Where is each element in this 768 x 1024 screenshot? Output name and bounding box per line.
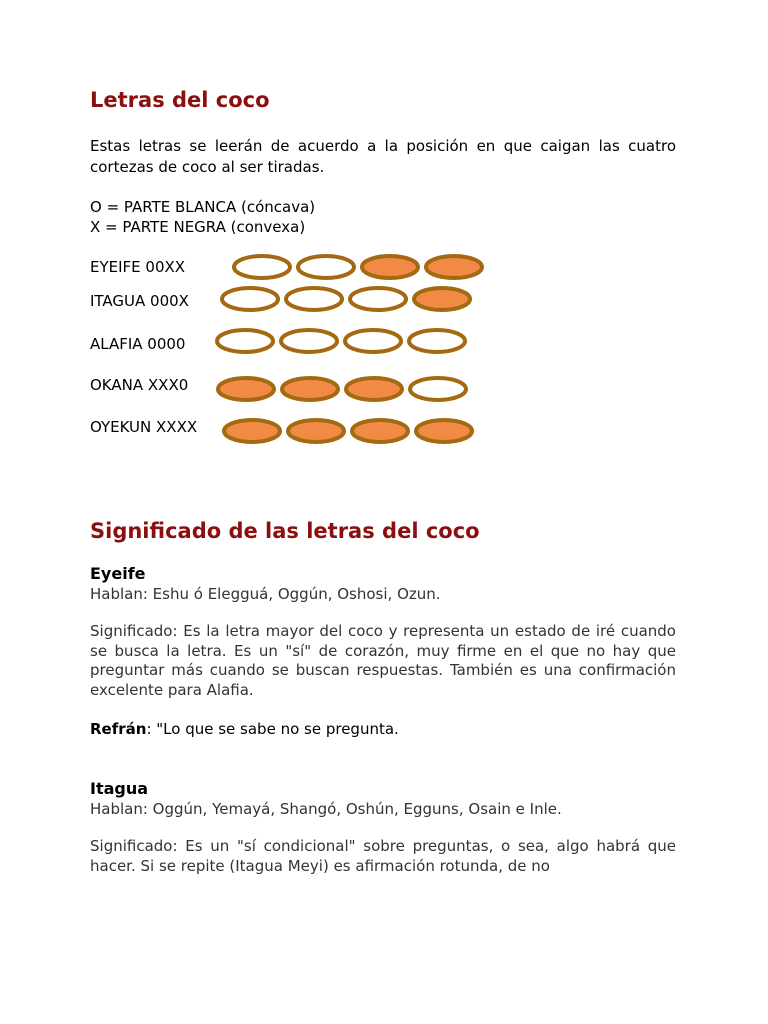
eyeife-significado: Significado: Es la letra mayor del coco y representa un estado de iré cuando se busca la letra. Es un "sí" de corazón, muy firme en el que no hay que preguntar más cuando se buscan respuestas. También es una confirmación excelente para Alafia.	[90, 622, 676, 699]
letra-heading-eyeife: Eyeife	[90, 564, 146, 583]
shell-white-side	[345, 330, 401, 352]
legend-o: O = PARTE BLANCA (cóncava)	[90, 198, 316, 216]
letra-row-itagua	[90, 283, 690, 315]
letra-row-alafia	[90, 325, 690, 357]
letra-label: OYEKUN XXXX	[90, 418, 198, 436]
letra-row-eyeife	[90, 251, 690, 283]
shell-dark-side	[218, 378, 274, 400]
shell-group	[213, 325, 483, 357]
shell-dark-side	[224, 420, 280, 442]
shell-white-side	[410, 378, 466, 400]
shell-dark-side	[352, 420, 408, 442]
letra-label: EYEIFE 00XX	[90, 258, 186, 276]
letra-label: ITAGUA 000X	[90, 292, 189, 310]
letra-label: OKANA XXX0	[90, 376, 189, 394]
intro-paragraph: Estas letras se leerán de acuerdo a la posición en que caigan las cuatro cortezas de coco al ser tiradas.	[90, 137, 676, 176]
letra-row-oyekun	[90, 415, 690, 447]
shell-white-side	[286, 288, 342, 310]
legend-x: X = PARTE NEGRA (convexa)	[90, 218, 306, 236]
shell-group	[214, 373, 484, 405]
section-title-letras: Letras del coco	[90, 88, 270, 112]
refran-text: : "Lo que se sabe no se pregunta.	[146, 720, 399, 738]
shell-dark-side	[414, 288, 470, 310]
letra-heading-itagua: Itagua	[90, 779, 149, 798]
eyeife-refran	[90, 720, 399, 738]
shell-group	[218, 283, 488, 315]
itagua-hablan: Hablan: Oggún, Yemayá, Shangó, Oshún, Egguns, Osain e Inle.	[90, 800, 562, 818]
shell-dark-side	[416, 420, 472, 442]
shell-dark-side	[346, 378, 402, 400]
itagua-significado: Significado: Es un "sí condicional" sobre preguntas, o sea, algo habrá que hacer. Si se repite (Itagua Meyi) es afirmación rotunda, de no	[90, 837, 676, 875]
shell-white-side	[350, 288, 406, 310]
shell-white-side	[409, 330, 465, 352]
section-title-significado: Significado de las letras del coco	[90, 519, 480, 543]
shell-white-side	[281, 330, 337, 352]
letra-row-okana	[90, 373, 690, 405]
shell-dark-side	[282, 378, 338, 400]
shell-dark-side	[288, 420, 344, 442]
shell-white-side	[298, 256, 354, 278]
eyeife-hablan: Hablan: Eshu ó Elegguá, Oggún, Oshosi, Ozun.	[90, 585, 441, 603]
shell-white-side	[234, 256, 290, 278]
shell-white-side	[222, 288, 278, 310]
shell-dark-side	[362, 256, 418, 278]
shell-dark-side	[426, 256, 482, 278]
letra-label: ALAFIA 0000	[90, 335, 186, 353]
shell-group	[230, 251, 500, 283]
shell-white-side	[217, 330, 273, 352]
refran-label: Refrán	[90, 720, 147, 738]
shell-group	[220, 415, 490, 447]
